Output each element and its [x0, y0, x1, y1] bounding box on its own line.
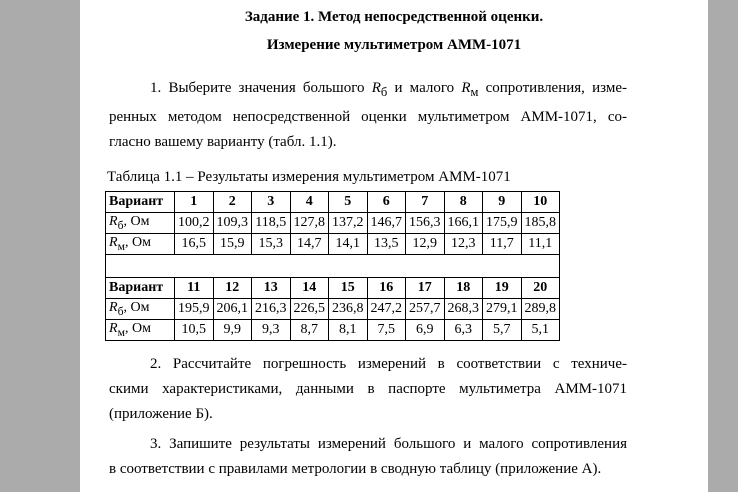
document-page — [80, 0, 708, 492]
table-cell: 20 — [521, 278, 560, 299]
header-variant: Вариант — [106, 192, 175, 213]
table-cell: 9 — [483, 192, 522, 213]
table-cell: 15 — [329, 278, 368, 299]
paragraph-2-line-3: (приложение Б). — [109, 406, 213, 422]
table-cell: 19 — [483, 278, 522, 299]
paragraph-2-line-1: 2. Рассчитайте погрешность измерений в соответствии с техниче- — [150, 356, 627, 372]
row-label-rb: $R_б$, Ом — [106, 299, 175, 320]
paragraph-3 — [109, 432, 627, 482]
table-caption: Таблица 1.1 – Результаты измерения мультиметром АММ-1071 — [107, 169, 511, 185]
table-cell: 13,5 — [367, 234, 406, 255]
row-label-rm: $R_м$, Ом — [106, 234, 175, 255]
paragraph-1 — [109, 76, 627, 155]
paragraph-3-line-1: 3. Запишите результаты измерений большого и малого сопротивления — [150, 436, 627, 452]
table-cell: 15,3 — [252, 234, 291, 255]
header-variant: Вариант — [106, 278, 175, 299]
table-cell: 12 — [213, 278, 252, 299]
table-cell: 15,9 — [213, 234, 252, 255]
table-cell: 14 — [290, 278, 329, 299]
table-cell: 175,9 — [483, 213, 522, 234]
table-cell: 257,7 — [406, 299, 445, 320]
table-cell: 289,8 — [521, 299, 560, 320]
table-cell: 11,1 — [521, 234, 560, 255]
table-cell: 7 — [406, 192, 445, 213]
paragraph-1-line-2: ренных методом непосредственной оценки мультиметром АММ-1071, со- — [109, 109, 627, 125]
table-cell: 100,2 — [175, 213, 214, 234]
table-row-rb-1 — [106, 213, 560, 234]
table-cell: 11,7 — [483, 234, 522, 255]
table-cell: 16,5 — [175, 234, 214, 255]
table-cell: 5,1 — [521, 320, 560, 341]
table-cell: 185,8 — [521, 213, 560, 234]
table-cell: 206,1 — [213, 299, 252, 320]
task-title: Задание 1. Метод непосредственной оценки. — [244, 9, 544, 25]
table-cell: 10,5 — [175, 320, 214, 341]
table-cell: 137,2 — [329, 213, 368, 234]
table-cell: 9,3 — [252, 320, 291, 341]
table-cell: 156,3 — [406, 213, 445, 234]
table-cell: 226,5 — [290, 299, 329, 320]
table-cell: 14,7 — [290, 234, 329, 255]
table-row-rb-2 — [106, 299, 560, 320]
table-cell: 5 — [329, 192, 368, 213]
table-cell: 8,7 — [290, 320, 329, 341]
table-cell: 1 — [175, 192, 214, 213]
table-row-variants-2 — [106, 278, 560, 299]
table-cell: 18 — [444, 278, 483, 299]
table-cell: 109,3 — [213, 213, 252, 234]
table-cell: 2 — [213, 192, 252, 213]
table-row-variants-1 — [106, 192, 560, 213]
table-cell: 166,1 — [444, 213, 483, 234]
table-cell: 9,9 — [213, 320, 252, 341]
row-label-rm: $R_м$, Ом — [106, 320, 175, 341]
paragraph-3-line-2: в соответствии с правилами метрологии в сводную таблицу (приложение А). — [109, 461, 602, 477]
table-cell: 5,7 — [483, 320, 522, 341]
table-cell: 17 — [406, 278, 445, 299]
table-cell: 118,5 — [252, 213, 291, 234]
table-row-rm-1 — [106, 234, 560, 255]
table-cell: 16 — [367, 278, 406, 299]
row-label-rb: $R_б$, Ом — [106, 213, 175, 234]
table-cell: 10 — [521, 192, 560, 213]
table-cell: 216,3 — [252, 299, 291, 320]
table-cell: 3 — [252, 192, 291, 213]
results-table — [105, 191, 560, 341]
paragraph-2 — [109, 352, 627, 427]
table-cell: 8 — [444, 192, 483, 213]
table-cell: 7,5 — [367, 320, 406, 341]
table-cell: 14,1 — [329, 234, 368, 255]
spacer-cell — [106, 255, 560, 278]
paragraph-2-line-2: скими характеристиками, данными в паспорте мультиметра АММ-1071 — [109, 381, 627, 397]
table-cell: 146,7 — [367, 213, 406, 234]
table-cell: 13 — [252, 278, 291, 299]
paragraph-1-line-3: гласно вашему варианту (табл. 1.1). — [109, 134, 337, 150]
task-subtitle: Измерение мультиметром АММ-1071 — [266, 37, 522, 53]
table-cell: 279,1 — [483, 299, 522, 320]
table-cell: 6,3 — [444, 320, 483, 341]
table-cell: 6,9 — [406, 320, 445, 341]
table-cell: 236,8 — [329, 299, 368, 320]
table-cell: 247,2 — [367, 299, 406, 320]
table-row-spacer — [106, 255, 560, 278]
table-cell: 195,9 — [175, 299, 214, 320]
table-cell: 8,1 — [329, 320, 368, 341]
table-cell: 268,3 — [444, 299, 483, 320]
table-cell: 11 — [175, 278, 214, 299]
table-cell: 6 — [367, 192, 406, 213]
paragraph-1-line-1: 1. Выберите значения большого $R_б$ и малого $R_м$ сопротивления, изме- — [150, 80, 628, 99]
table-cell: 12,3 — [444, 234, 483, 255]
table-row-rm-2 — [106, 320, 560, 341]
table-cell: 127,8 — [290, 213, 329, 234]
table-cell: 4 — [290, 192, 329, 213]
table-cell: 12,9 — [406, 234, 445, 255]
